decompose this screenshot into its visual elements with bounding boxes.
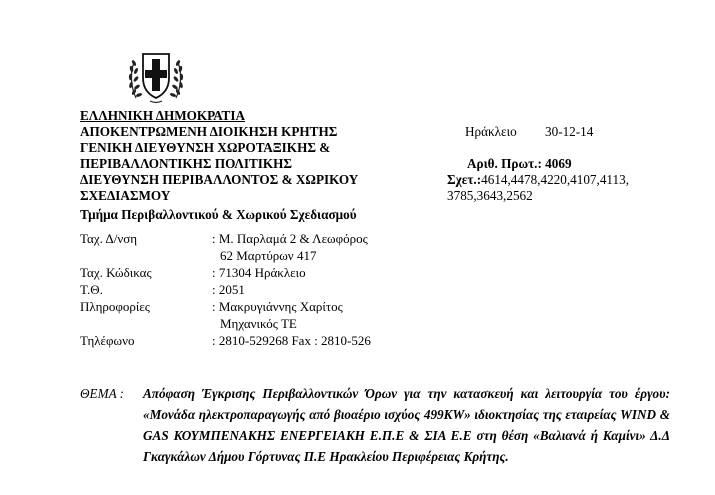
org-line-republic: ΕΛΛΗΝΙΚΗ ΔΗΜΟΚΡΑΤΙΑ (80, 108, 245, 123)
place: Ηράκλειο (465, 124, 517, 139)
greek-coat-of-arms-icon (126, 46, 186, 106)
org-line-planning: ΣΧΕΔΙΑΣΜΟΥ (80, 188, 171, 203)
org-line-environmental-policy: ΠΕΡΙΒΑΛΛΟΝΤΙΚΗΣ ΠΟΛΙΤΙΚΗΣ (80, 156, 293, 171)
related-references (447, 172, 629, 188)
contact-value-information-2: Μηχανικός ΤΕ (220, 316, 297, 331)
related-line-1: 4614,4478,4220,4107,4113, (481, 172, 629, 187)
contact-value-pobox: : 2051 (212, 282, 245, 297)
contact-label-postcode: Ταχ. Κώδικας (80, 265, 152, 280)
contact-value-information: : Μακρυγιάννης Χαρίτος (212, 299, 343, 314)
date: 30-12-14 (545, 124, 594, 139)
contact-value-address: : Μ. Παρλαμά 2 & Λεωφόρος (212, 231, 368, 246)
related-label: Σχετ.: (447, 172, 482, 187)
contact-value-address-2: 62 Μαρτύρων 417 (220, 248, 317, 263)
contact-label-address: Ταχ. Δ/νση (80, 231, 138, 246)
contact-label-phone: Τηλέφωνο (80, 333, 135, 348)
subject-label: ΘΕΜΑ : (80, 386, 125, 401)
contact-value-phone: : 2810-529268 Fax : 2810-526 (212, 333, 371, 348)
org-line-decentralized-admin: ΑΠΟΚΕΝΤΡΩΜΕΝΗ ΔΙΟΙΚΗΣΗ ΚΡΗΤΗΣ (80, 124, 338, 139)
protocol-number: Αριθ. Πρωτ.: 4069 (467, 156, 572, 171)
subject-text: Απόφαση Έγκρισης Περιβαλλοντικών Όρων για την κατασκευή και λειτουργία του έργου: «Μονάδα ηλεκτροπαραγωγής από βιοαέριο ισχύος 499KW» ιδιοκτησίας της εταιρείας WIND & GAS ΚΟΥΜΠΕΝΑΚΗΣ ΕΝΕΡΓΕΙΑΚΗ Ε.Π.Ε & ΣΙΑ Ε.Ε στη θέση «Βαλιανά ή Καμίνι» Δ.Δ Γκαγκάλων Δήμου Γόρτυνας Π.Ε Ηρακλείου Περιφέρειας Κρήτης. (143, 386, 670, 464)
contact-value-postcode: : 71304 Ηράκλειο (212, 265, 306, 280)
org-line-directorate: ΔΙΕΥΘΥΝΣΗ ΠΕΡΙΒΑΛΛΟΝΤΟΣ & ΧΩΡΙΚΟΥ (80, 172, 359, 187)
contact-label-information: Πληροφορίες (80, 299, 150, 314)
related-line-2: 3785,3643,2562 (447, 188, 533, 203)
org-line-general-directorate: ΓΕΝΙΚΗ ΔΙΕΥΘΥΝΣΗ ΧΩΡΟΤΑΞΙΚΗΣ & (80, 140, 331, 155)
org-line-department: Τμήμα Περιβαλλοντικού & Χωρικού Σχεδιασμού (80, 207, 357, 222)
contact-label-pobox: Τ.Θ. (80, 282, 103, 297)
